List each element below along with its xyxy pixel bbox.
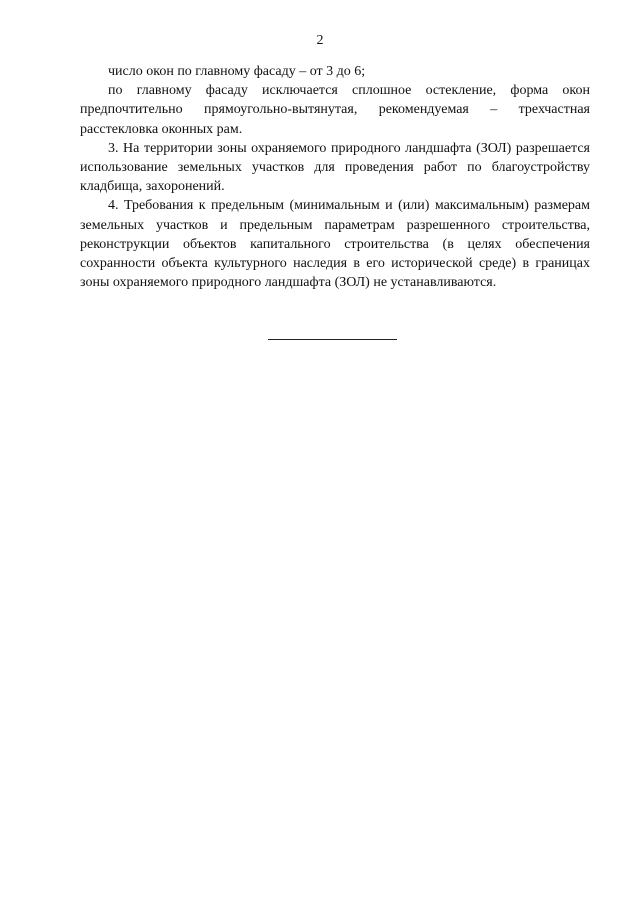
- end-separator-line: [268, 339, 397, 340]
- paragraph-window-count: число окон по главному фасаду – от 3 до 6;: [108, 64, 366, 79]
- paragraph-glazing: по главному фасаду исключается сплошное остекление, форма окон предпочтительно прямоугольно-вытянутая, рекомендуемая – трехчастная расстекловка оконных рам.: [80, 83, 590, 137]
- page-number: 2: [316, 33, 324, 48]
- document-body: [80, 62, 590, 292]
- paragraph-item-4: 4. Требования к предельным (минимальным и (или) максимальным) размерам земельных участков и предельным параметрам разрешенного строительства, реконструкции объектов капитального строительства (в целях обеспечения сохранности объекта культурного наследия в его исторической среде) в границах зоны охраняемого природного ландшафта (ЗОЛ) не устанавливаются.: [80, 198, 590, 291]
- paragraph-item-3: 3. На территории зоны охраняемого природного ландшафта (ЗОЛ) разрешается использование земельных участков для проведения работ по благоустройству кладбища, захоронений.: [80, 140, 590, 195]
